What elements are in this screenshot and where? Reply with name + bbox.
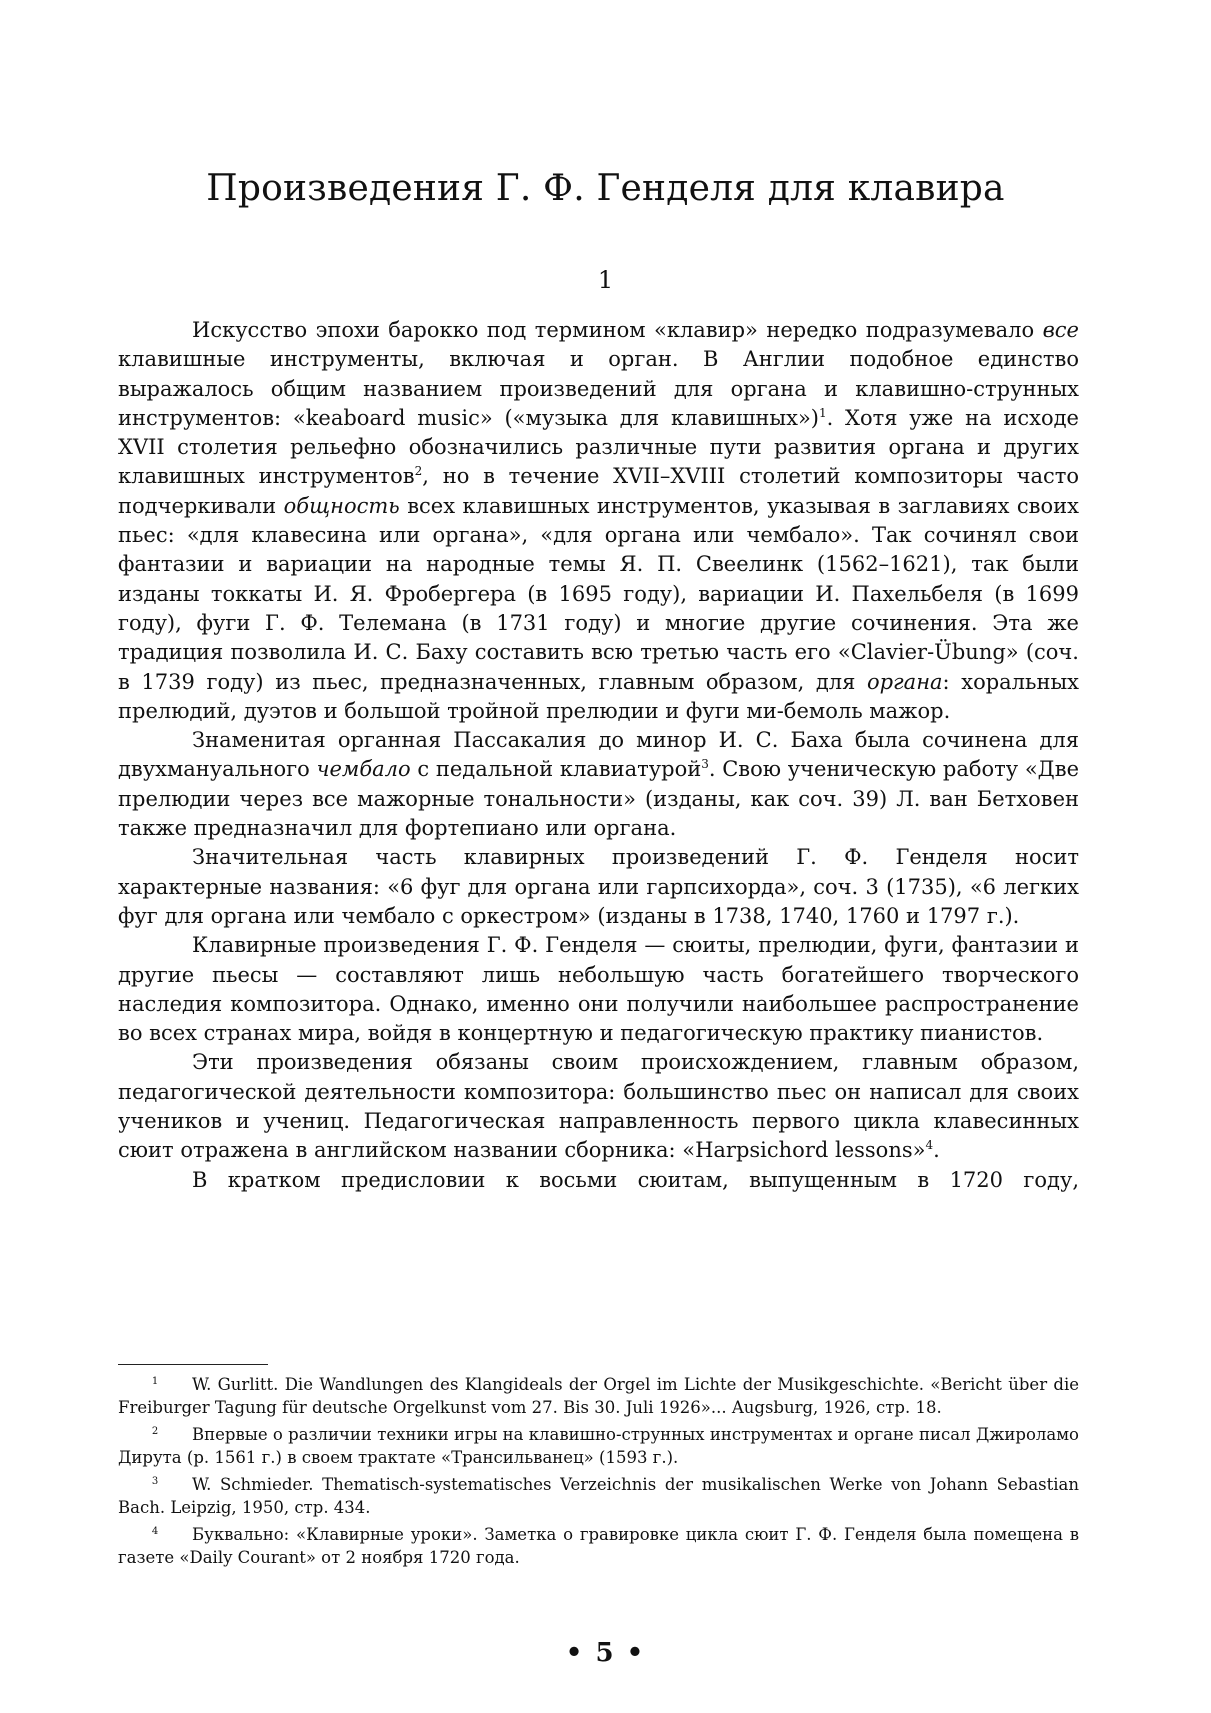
footnote-ref: 2	[414, 464, 423, 479]
emphasis: чембало	[316, 757, 411, 782]
text-run: Эти произведения обязаны своим происхождением, главным образом, педагогической деятельности композитора: большинство пьес он написал для своих учеников и учениц. Педагогическая направленность первого цикла клавесинных сюит отражена в английском названии сборника: «Harpsichord lessons»	[118, 1050, 1079, 1163]
text-run: .	[933, 1138, 940, 1163]
text-run: . Свою ученическую работу «Две прелюдии через все мажорные тональности» (изданы, как соч. 39) Л. ван Бетховен также предназначил для фортепиано или органа.	[118, 757, 1079, 841]
footnote-ref: 1	[818, 405, 827, 420]
emphasis: органа	[866, 669, 943, 694]
footnote-3: 3 W. Schmieder. Thematisch-systematisches Verzeichnis der musikalischen Werke von Johann Sebastian Bach. Leipzig, 1950, стр. 434.	[118, 1475, 1079, 1517]
paragraph-2	[118, 726, 1079, 843]
paragraph-1	[118, 316, 1079, 726]
footnote-ref: 4	[925, 1138, 934, 1153]
footnotes	[118, 1374, 1079, 1574]
paragraph-5	[118, 1048, 1079, 1165]
footnote-divider	[118, 1364, 268, 1365]
text-run: Знаменитая органная Пассакалия до минор И. С. Баха была сочинена для двухмануального	[118, 728, 1079, 782]
footnote-4: 4 Буквально: «Клавирные уроки». Заметка о гравировке цикла сюит Г. Ф. Генделя была помещена в газете «Daily Courant» от 2 ноября 1720 года.	[118, 1525, 1079, 1567]
body-text	[118, 316, 1079, 1195]
text-run: всех клавишных инструментов, указывая в заглавиях своих пьес: «для клавесина или органа», «для органа или чембало». Так сочинял свои фантазии и вариации на народные темы Я. П. Свеелинк (1562–1621), так были изданы токкаты И. Я. Фробергера (в 1695 году), вариации И. Пахельбеля (в 1699 году), фуги Г. Ф. Телемана (в 1731 году) и многие другие сочинения. Эта же традиция позволила И. С. Баху составить всю третью часть его «Clavier-Übung» (соч. в 1739 году) из пьес, предназначенных, главным образом, для	[118, 493, 1079, 694]
paragraph-6: В кратком предисловии к восьми сюитам, выпущенным в 1720 году,	[192, 1167, 1079, 1192]
text-run: . Хотя уже на исходе XVII столетия рельефно обозначились различные пути развития органа и других клавишных инструментов	[118, 405, 1079, 489]
text-run: с педальной клавиатурой	[410, 757, 702, 782]
paragraph-3: Значительная часть клавирных произведений Г. Ф. Генделя носит характерные названия: «6 фуг для органа или гарпсихорда», соч. 3 (1735), «6 легких фуг для органа или чембало с оркестром» (изданы в 1738, 1740, 1760 и 1797 г.).	[118, 845, 1079, 928]
text-run: Искусство эпохи барокко под термином «клавир» нередко подразумевало	[192, 318, 1043, 342]
page-number: • 5 •	[565, 1638, 646, 1668]
footnote-text: W. Gurlitt. Die Wandlungen des Klangideals der Orgel im Lichte der Musikgeschichte. «Bericht über die Freiburger Tagung für deutsche Orgelkunst vom 27. Bis 30. Juli 1926»... Augsburg, 1926, стр. 18.	[118, 1375, 1079, 1417]
text-run: : хоральных прелюдий, дуэтов и большой тройной прелюдии и фуги ми-бемоль мажор.	[118, 669, 1079, 723]
footnote-text: Впервые о различии техники игры на клавишно-струнных инструментах и органе писал Джироламо Дирута (р. 1561 г.) в своем трактате «Трансильванец» (1593 г.).	[118, 1425, 1079, 1467]
text-run: , но в течение XVII–XVIII столетий композиторы часто подчеркивали	[118, 464, 1079, 518]
footnote-text: Буквально: «Клавирные уроки». Заметка о гравировке цикла сюит Г. Ф. Генделя была помещена в газете «Daily Courant» от 2 ноября 1720 года.	[118, 1525, 1079, 1567]
footnote-2: 2 Впервые о различии техники игры на клавишно-струнных инструментах и органе писал Джироламо Дирута (р. 1561 г.) в своем трактате «Трансильванец» (1593 г.).	[118, 1425, 1079, 1467]
section-number: 1	[597, 266, 614, 294]
paragraph-4: Клавирные произведения Г. Ф. Генделя — сюиты, прелюдии, фуги, фантазии и другие пьесы — составляют лишь небольшую часть богатейшего творческого наследия композитора. Однако, именно они получили наибольшее распространение во всех странах мира, войдя в концертную и педагогическую практику пианистов.	[118, 933, 1079, 1046]
text-run: клавишные инструменты, включая и орган. В Англии подобное единство выражалось общим названием произведений для органа и клавишно-струнных инструментов: «keaboard music» («музыка для клавишных»)	[118, 347, 1079, 430]
footnote-text: W. Schmieder. Thematisch-systematisches Verzeichnis der musikalischen Werke von Johann Sebastian Bach. Leipzig, 1950, стр. 434.	[118, 1475, 1079, 1517]
chapter-title: Произведения Г. Ф. Генделя для клавира	[206, 168, 1005, 209]
footnote-ref: 3	[701, 757, 709, 772]
emphasis: все	[1042, 318, 1079, 342]
footnote-1: 1 W. Gurlitt. Die Wandlungen des Klangideals der Orgel im Lichte der Musikgeschichte. «Bericht über die Freiburger Tagung für deutsche Orgelkunst vom 27. Bis 30. Juli 1926»... Augsburg, 1926, стр. 18.	[118, 1375, 1079, 1417]
emphasis: общность	[283, 493, 400, 518]
